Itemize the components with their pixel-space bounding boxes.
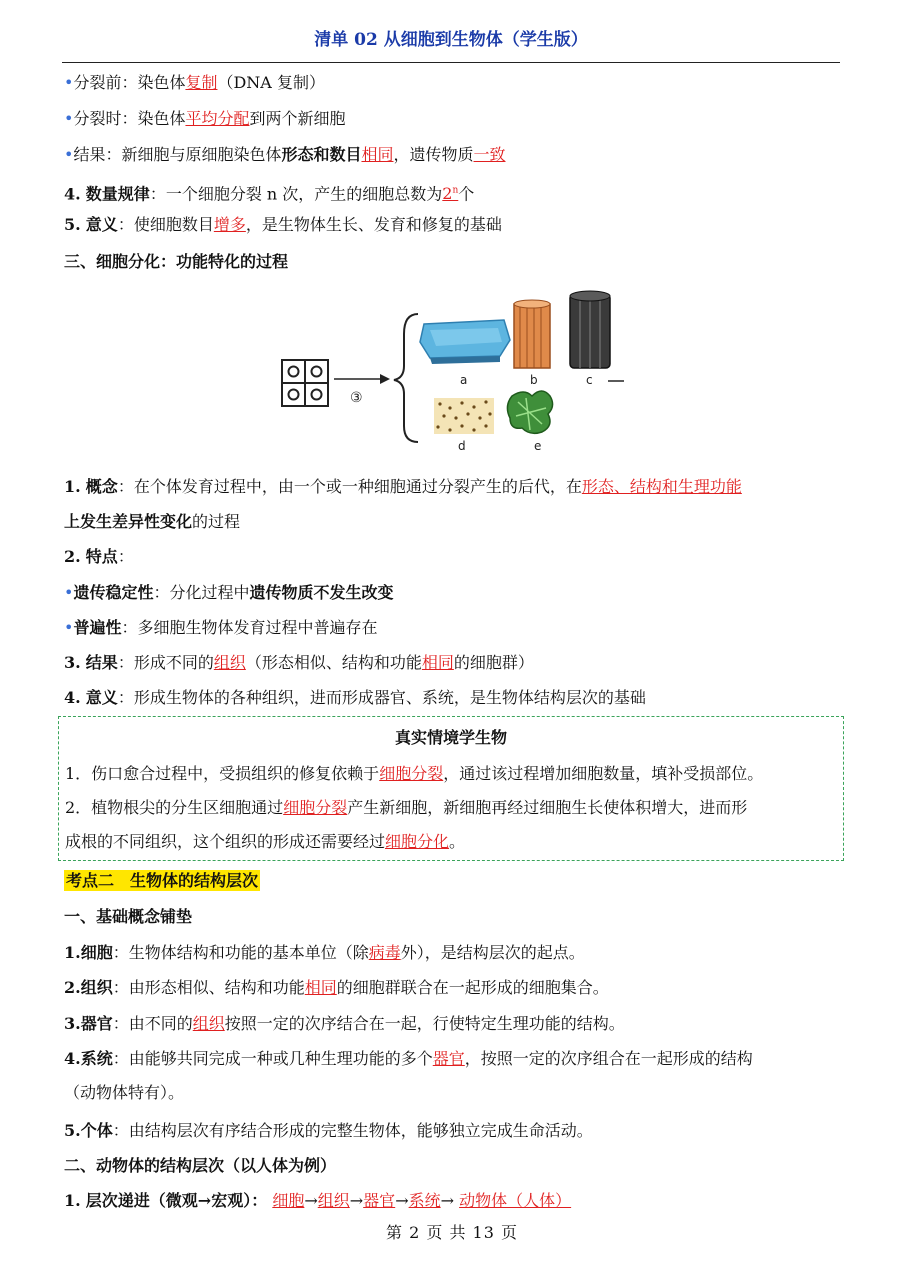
answer-blank: 细胞 bbox=[272, 1191, 305, 1210]
answer-blank: 相同 bbox=[421, 653, 454, 672]
tissue-b-icon bbox=[514, 300, 550, 368]
concept-line-1: 1. 概念：在个体发育过程中，由一个或一种细胞通过分裂产生的后代，在形态、结构和生理功能 bbox=[64, 477, 742, 496]
concept-line-2: 上发生差异性变化的过程 bbox=[64, 512, 241, 531]
figure-label: d bbox=[458, 439, 466, 453]
answer-blank: 组织 bbox=[192, 1014, 225, 1033]
diff-result-line: 3. 结果：形成不同的组织（形态相似、结构和功能相同的细胞群） bbox=[64, 653, 534, 672]
answer-blank: 增多 bbox=[213, 215, 246, 234]
answer-blank: 2$^n$ bbox=[442, 184, 459, 204]
differentiation-heading: 三、细胞分化：功能特化的过程 bbox=[64, 252, 289, 271]
box-title: 真实情境学生物 bbox=[394, 728, 507, 747]
individual-def-line: 5.个体：由结构层次有序结合形成的完整生物体，能够独立完成生命活动。 bbox=[64, 1121, 593, 1140]
cell-def-line: 1.细胞：生物体结构和功能的基本单位（除病毒外），是结构层次的起点。 bbox=[64, 943, 585, 962]
figure-label: c bbox=[586, 373, 593, 387]
bullet-dot: • bbox=[64, 583, 74, 602]
answer-blank: 动物体（人体） bbox=[459, 1191, 572, 1210]
box-item-1: 1．伤口愈合过程中，受损组织的修复依赖于细胞分裂，通过该过程增加细胞数量，填补受损部位。 bbox=[65, 764, 764, 783]
tissue-c-icon bbox=[570, 291, 624, 381]
figure-label: b bbox=[530, 373, 538, 387]
answer-blank: 器官 bbox=[432, 1049, 465, 1068]
answer-blank: 相同 bbox=[361, 145, 394, 164]
division-law-line: 4. 数量规律：一个细胞分裂 n 次，产生的细胞总数为2$^n$个 bbox=[64, 184, 475, 204]
answer-blank: 细胞分裂 bbox=[283, 798, 348, 817]
features-heading: 2. 特点： bbox=[64, 547, 134, 566]
division-during-line: •分裂时：染色体平均分配到两个新细胞 bbox=[64, 109, 346, 128]
system-def-line: 4.系统：由能够共同完成一种或几种生理功能的多个器官，按照一定的次序组合在一起形成的结构 bbox=[64, 1049, 753, 1068]
arrow-icon: → bbox=[395, 1191, 409, 1210]
bullet-dot: • bbox=[64, 109, 74, 128]
answer-blank: 组织 bbox=[213, 653, 246, 672]
arrow-icon: → bbox=[349, 1191, 364, 1210]
real-context-box bbox=[58, 716, 844, 861]
animal-hierarchy-heading: 二、动物体的结构层次（以人体为例） bbox=[64, 1156, 337, 1175]
box-item-2-line-2: 成根的不同组织，这个组织的形成还需要经过细胞分化。 bbox=[65, 832, 466, 851]
tissue-e-icon bbox=[507, 391, 552, 433]
arrow-icon: → bbox=[440, 1191, 455, 1210]
bullet-dot: • bbox=[64, 618, 74, 637]
answer-blank: 细胞分裂 bbox=[379, 764, 444, 783]
answer-blank: 复制 bbox=[185, 73, 218, 92]
tissue-a-icon bbox=[420, 320, 510, 364]
tissue-def-line: 2.组织：由形态相似、结构和功能相同的细胞群联合在一起形成的细胞集合。 bbox=[64, 978, 609, 997]
answer-blank: 组织 bbox=[317, 1191, 350, 1210]
hierarchy-line: 1. 层次递进（微观→宏观）： 细胞→组织→器官→系统→ 动物体（人体） bbox=[64, 1191, 572, 1210]
answer-blank: 一致 bbox=[473, 145, 506, 164]
bullet-dot: • bbox=[64, 145, 74, 164]
answer-blank: 器官 bbox=[363, 1191, 396, 1210]
division-meaning-line: 5. 意义：使细胞数目增多，是生物体生长、发育和修复的基础 bbox=[64, 215, 502, 234]
system-def-line-2: （动物体特有）。 bbox=[64, 1083, 185, 1102]
answer-blank: 病毒 bbox=[368, 943, 401, 962]
step-label: ③ bbox=[350, 390, 363, 406]
four-cell-group bbox=[282, 360, 328, 406]
division-before-line: •分裂前：染色体复制（DNA 复制） bbox=[64, 73, 325, 92]
arrow-head-icon bbox=[380, 374, 390, 384]
basics-heading: 一、基础概念铺垫 bbox=[64, 907, 193, 926]
answer-blank: 细胞分化 bbox=[385, 832, 450, 851]
stability-line: •遗传稳定性：分化过程中遗传物质不发生改变 bbox=[64, 583, 394, 602]
diff-meaning-line: 4. 意义：形成生物体的各种组织，进而形成器官、系统，是生物体结构层次的基础 bbox=[64, 688, 646, 707]
universality-line: •普遍性：多细胞生物体发育过程中普遍存在 bbox=[64, 618, 378, 637]
cell-differentiation-figure bbox=[280, 284, 626, 462]
division-result-line: •结果：新细胞与原细胞染色体形态和数目相同，遗传物质一致 bbox=[64, 145, 506, 164]
tissue-d-icon bbox=[434, 398, 494, 434]
answer-blank: 相同 bbox=[304, 978, 337, 997]
answer-blank: 形态、结构和生理功能 bbox=[581, 477, 742, 496]
page-footer: 第 2 页 共 13 页 bbox=[386, 1223, 518, 1242]
page-header-title: 清单 02 从细胞到生物体（学生版） bbox=[62, 22, 840, 63]
figure-label: a bbox=[460, 373, 468, 387]
answer-blank: 系统 bbox=[408, 1191, 441, 1210]
arrow-icon: → bbox=[304, 1191, 318, 1210]
brace-icon bbox=[394, 314, 418, 442]
organ-def-line: 3.器官：由不同的组织按照一定的次序结合在一起，行使特定生理功能的结构。 bbox=[64, 1014, 625, 1033]
answer-blank: 平均分配 bbox=[185, 109, 250, 128]
topic2-heading: 考点二 生物体的结构层次 bbox=[66, 871, 259, 890]
figure-label: e bbox=[534, 439, 542, 453]
bullet-dot: • bbox=[64, 73, 74, 92]
box-item-2-line-1: 2．植物根尖的分生区细胞通过细胞分裂产生新细胞，新细胞再经过细胞生长使体积增大，进而形 bbox=[65, 798, 748, 817]
